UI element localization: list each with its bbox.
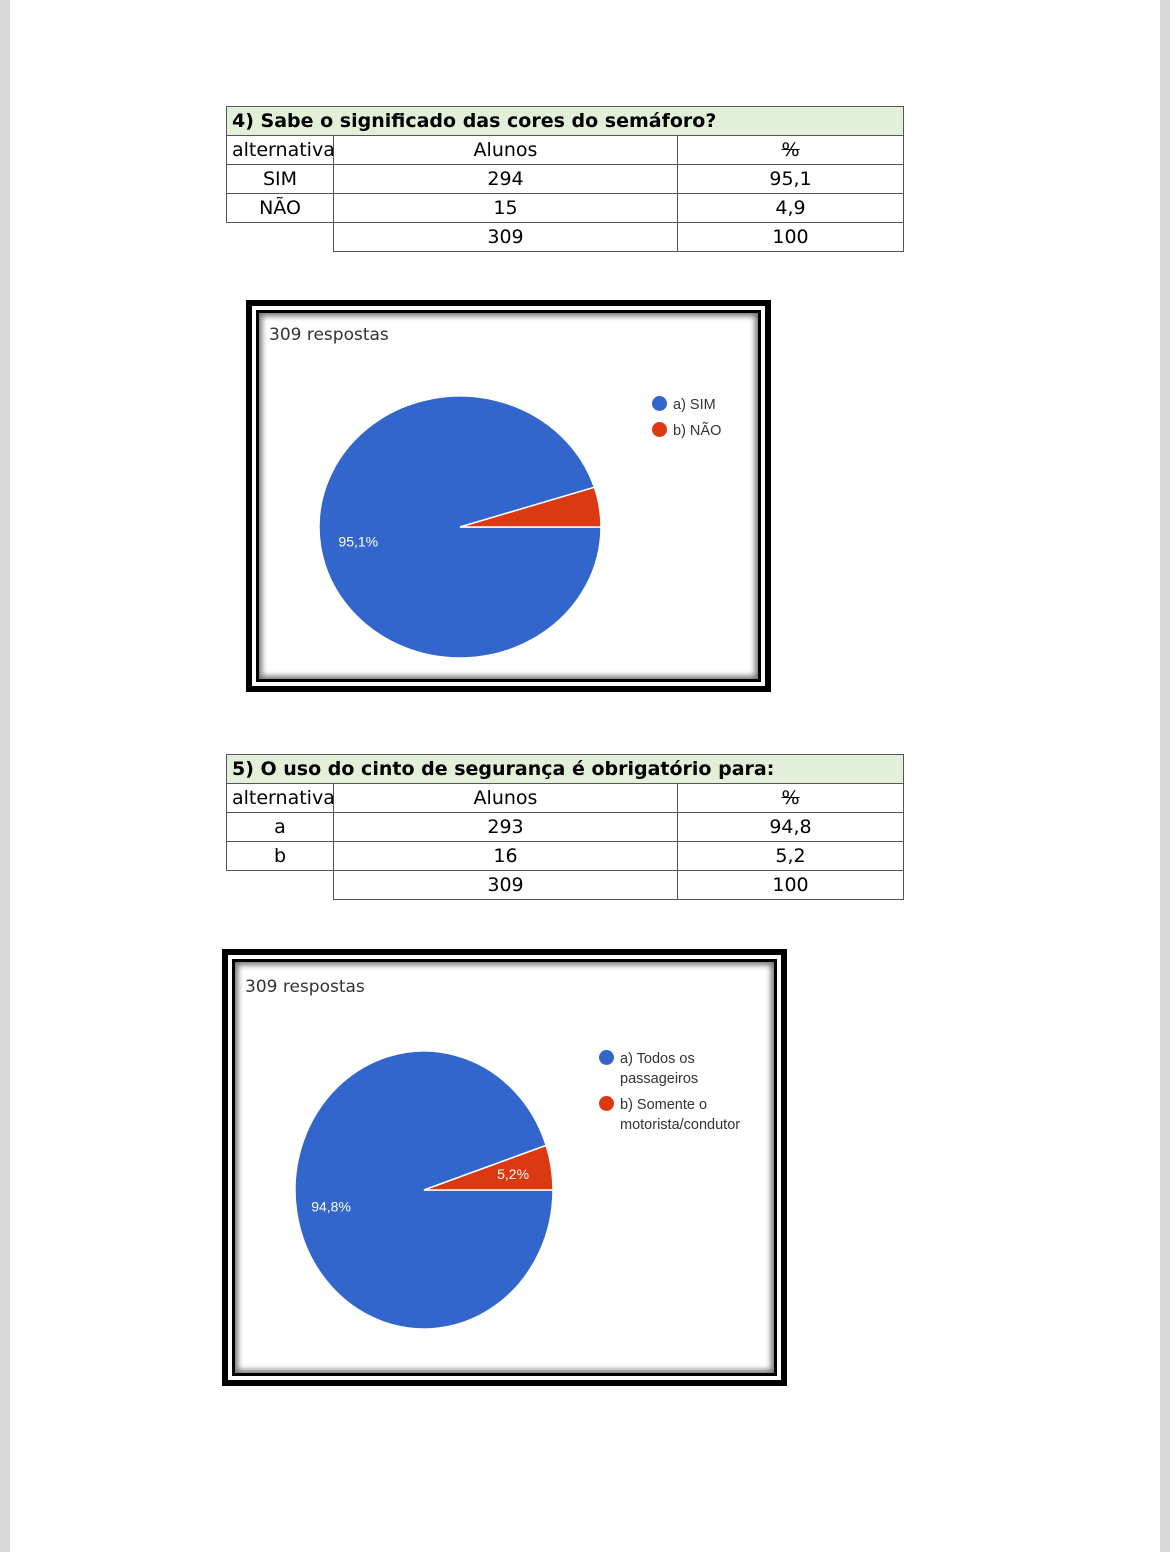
q5-total-alunos: 309 [334, 871, 678, 900]
q5-row-alt: a [227, 813, 334, 842]
q4-row-alt: SIM [227, 165, 334, 194]
chart-frame-q4 [246, 300, 771, 692]
legend-dot-red-icon [652, 422, 667, 437]
q5-row-pct: 5,2 [678, 842, 904, 871]
legend-label: a) Todos os passageiros [620, 1051, 699, 1087]
pie-slice-label: 95,1% [338, 533, 379, 550]
q5-row-alunos: 16 [334, 842, 678, 871]
q5-header-percent: % [678, 784, 904, 813]
legend-dot-red-icon [599, 1096, 614, 1111]
legend-q4 [652, 395, 721, 447]
q4-row-alunos: 294 [334, 165, 678, 194]
table-row [227, 842, 904, 871]
q4-total-blank [227, 223, 334, 252]
pie-chart-q5 [295, 1051, 575, 1351]
pie-slice-label: 94,8% [311, 1198, 351, 1215]
q4-row-pct: 95,1 [678, 165, 904, 194]
q5-header-alunos: Alunos [334, 784, 678, 813]
legend-q5 [599, 1049, 740, 1141]
table-row [227, 813, 904, 842]
legend-label: b) NÃO [673, 423, 722, 439]
legend-item-nao [652, 421, 721, 441]
q4-table [226, 106, 904, 252]
legend-dot-blue-icon [599, 1050, 614, 1065]
table-row-total [227, 871, 904, 900]
q4-row-pct: 4,9 [678, 194, 904, 223]
q4-row-alunos: 15 [334, 194, 678, 223]
q4-header-percent: % [678, 136, 904, 165]
table-row [227, 165, 904, 194]
q5-table [226, 754, 904, 900]
q5-total-blank [227, 871, 334, 900]
q5-title: 5) O uso do cinto de segurança é obrigatório para: [227, 755, 904, 784]
responses-count: 309 respostas [245, 977, 365, 997]
legend-label: a) SIM [673, 397, 716, 413]
q4-total-alunos: 309 [334, 223, 678, 252]
table-row [227, 194, 904, 223]
chart-area-q5 [235, 962, 774, 1373]
q4-header-alunos: Alunos [334, 136, 678, 165]
q5-row-alunos: 293 [334, 813, 678, 842]
pie-chart-q4 [319, 393, 619, 693]
q4-title: 4) Sabe o significado das cores do semáforo? [227, 107, 904, 136]
q4-header-alternativa: alternativa [227, 136, 334, 165]
legend-item-sim [652, 395, 721, 415]
q4-row-alt: NÃO [227, 194, 334, 223]
legend-item-todos [599, 1049, 740, 1089]
q5-row-pct: 94,8 [678, 813, 904, 842]
q4-total-pct: 100 [678, 223, 904, 252]
legend-item-somente [599, 1095, 740, 1135]
chart-frame-q5 [222, 949, 787, 1386]
q5-row-alt: b [227, 842, 334, 871]
legend-label: b) Somente o motorista/condutor [620, 1097, 741, 1133]
table-row-total [227, 223, 904, 252]
chart-area-q4 [259, 313, 758, 679]
legend-dot-blue-icon [652, 396, 667, 411]
pie-slice-label: 5,2% [497, 1166, 530, 1183]
document-page [10, 0, 1160, 1552]
q5-header-alternativa: alternativa [227, 784, 334, 813]
responses-count: 309 respostas [269, 325, 389, 345]
q5-total-pct: 100 [678, 871, 904, 900]
